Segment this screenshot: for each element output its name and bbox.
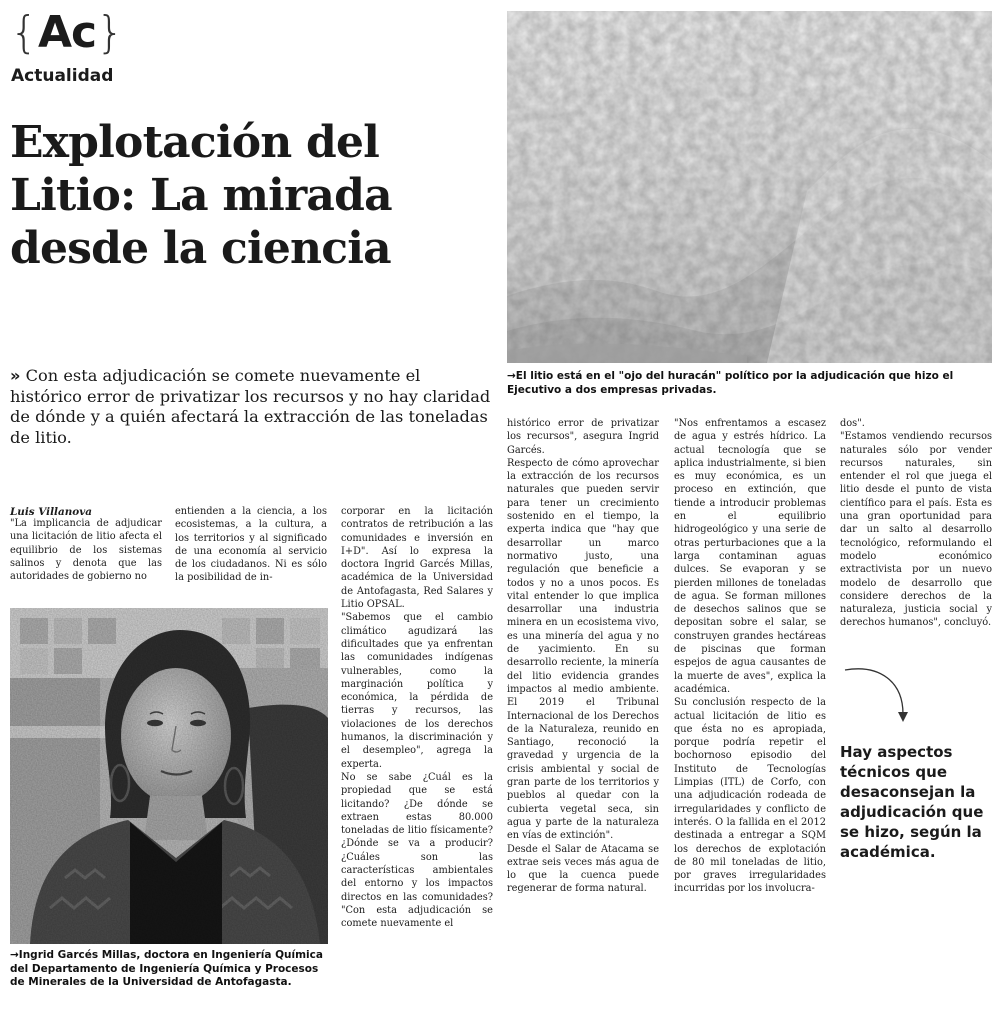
section-label: Actualidad: [11, 66, 114, 86]
body-column-1: [10, 517, 162, 583]
pull-quote: Hay aspectos técnicos que desaconsejan la adjudicación que se hizo, según la académica.: [840, 743, 984, 861]
body-column-5: [674, 417, 826, 896]
body-paragraph: Respecto de cómo aprovechar la extracción de los recursos naturales que pueden servir para tener un crecimiento sostenido en el tiempo, la experta indica que "hay que desarrollar un marco normativo justo, una regulación que beneficie a todos y no a unos pocos. Es vital entender lo que implica desarrollar una industria minera en un ecosistema vivo, es una minería del agua y no de yacimiento. En su desarrollo reciente, la minería del litio evidencia grandes impactos al medio ambiente. El 2019 el Tribunal Internacional de los Derechos de la Naturaleza, reunido en Santiago, reconoció la gravedad y urgencia de la crisis ambiental y social de gran parte de los territorios y pueblos al quedar con la cubierta vegetal seca, sin agua y parte de la naturaleza en vías de extinción".: [507, 457, 659, 842]
body-paragraph: "La implicancia de adjudicar una licitación de litio afecta el equilibrio de los sistemas salinos y denota que las autoridades de gobierno no: [10, 518, 162, 583]
headline: Explotación del Litio: La mirada desde la ciencia: [10, 117, 392, 274]
lead-text: Con esta adjudicación se comete nuevamente el histórico error de privatizar los recursos y no hay claridad de dónde y a quién afectará la extracción de las toneladas de litio.: [10, 366, 491, 447]
lead-marker: »: [10, 366, 21, 385]
lead-paragraph: [10, 366, 492, 448]
brace-open: {: [10, 7, 38, 58]
curved-arrow-icon: [835, 662, 915, 732]
body-paragraph: "Estamos vendiendo recursos naturales sólo por vender recursos naturales, sin entender el rol que juega el litio desde el punto de vista científico para el país. Esta es una gran oportunidad para dar un salto al desarrollo tecnológico, reformulando el modelo económico extractivista por un nuevo modelo de desarrollo que considere derechos de la naturaleza, justicia social y derechos humanos", concluyó.: [840, 431, 992, 629]
section-abbreviation: Ac: [38, 7, 97, 58]
photo-caption-portrait: →Ingrid Garcés Millas, doctora en Ingeniería Química del Departamento de Ingeniería Química y Procesos de Minerales de la Universidad de Antofagasta.: [10, 949, 323, 988]
section-logo: [10, 8, 124, 58]
body-column-6: [840, 417, 992, 630]
body-column-3: [341, 505, 493, 931]
byline: Luis Villanova: [10, 506, 92, 518]
body-paragraph: No se sabe ¿Cuál es la propiedad que se está licitando? ¿De dónde se extraen estas 80.000 toneladas de litio físicamente? ¿Dónde se va a producir? ¿Cuáles son las características ambientales del entorno y los impactos directos en las comunidades? "Con esta adjudicación se comete nuevamente el: [341, 771, 493, 930]
body-paragraph: entienden a la ciencia, a los ecosistemas, a la cultura, a los territorios y al significado de una economía al servicio de los ciudadanos. Ni es sólo la posibilidad de in-: [175, 506, 327, 584]
body-paragraph: corporar en la licitación contratos de retribución a las comunidades e inversión en I+D". Así lo expresa la doctora Ingrid Garcés Millas, académica de la Universidad de Antofagasta, Red Salares y Litio OPSAL.: [341, 506, 493, 611]
body-paragraph: histórico error de privatizar los recursos", asegura Ingrid Garcés.: [507, 418, 659, 456]
portrait-photo: [10, 608, 328, 944]
photo-caption-lithium: →El litio está en el "ojo del huracán" político por la adjudicación que hizo el Ejecutivo a dos empresas privadas.: [507, 370, 954, 396]
body-paragraph: dos".: [840, 418, 865, 429]
body-column-2: [175, 505, 327, 585]
brace-close: }: [96, 7, 125, 58]
body-paragraph: "Sabemos que el cambio climático agudizará las dificultades que ya enfrentan las comunidades indígenas vulnerables, como la marginación política y económica, la pérdida de tierras y recursos, las violaciones de los derechos humanos, la discriminación y el desempleo", agrega la experta.: [341, 612, 493, 770]
lithium-salt-photo: [507, 11, 992, 363]
body-column-4: [507, 417, 659, 896]
body-paragraph: Desde el Salar de Atacama se extrae seis veces más agua de lo que la cuenca puede regenerar de forma natural.: [507, 843, 659, 895]
body-paragraph: Su conclusión respecto de la actual licitación de litio es que ésta no es apropiada, porque podría repetir el bochornoso episodio del Instituto de Tecnologías Limpias (ITL) de Corfo, con una adjudicación rodeada de irregularidades y conflicto de interés. O la fallida en el 2012 destinada a entregar a SQM los derechos de explotación de 80 mil toneladas de litio, por graves irregularidades incurridas por los involucra-: [674, 697, 826, 895]
body-paragraph: "Nos enfrentamos a escasez de agua y estrés hídrico. La actual tecnología que se aplica industrialmente, si bien es muy económica, es un proceso en extinción, que tiende a introducir problemas en el equilibrio hidrogeológico y una serie de otras perturbaciones que a la larga contaminan aguas dulces. Se evaporan y se pierden millones de toneladas de agua. Se forman millones de desechos salinos que se depositan sobre el salar, se construyen grandes hectáreas de piscinas que forman espejos de agua causantes de la muerte de aves", explica la académica.: [674, 418, 826, 695]
